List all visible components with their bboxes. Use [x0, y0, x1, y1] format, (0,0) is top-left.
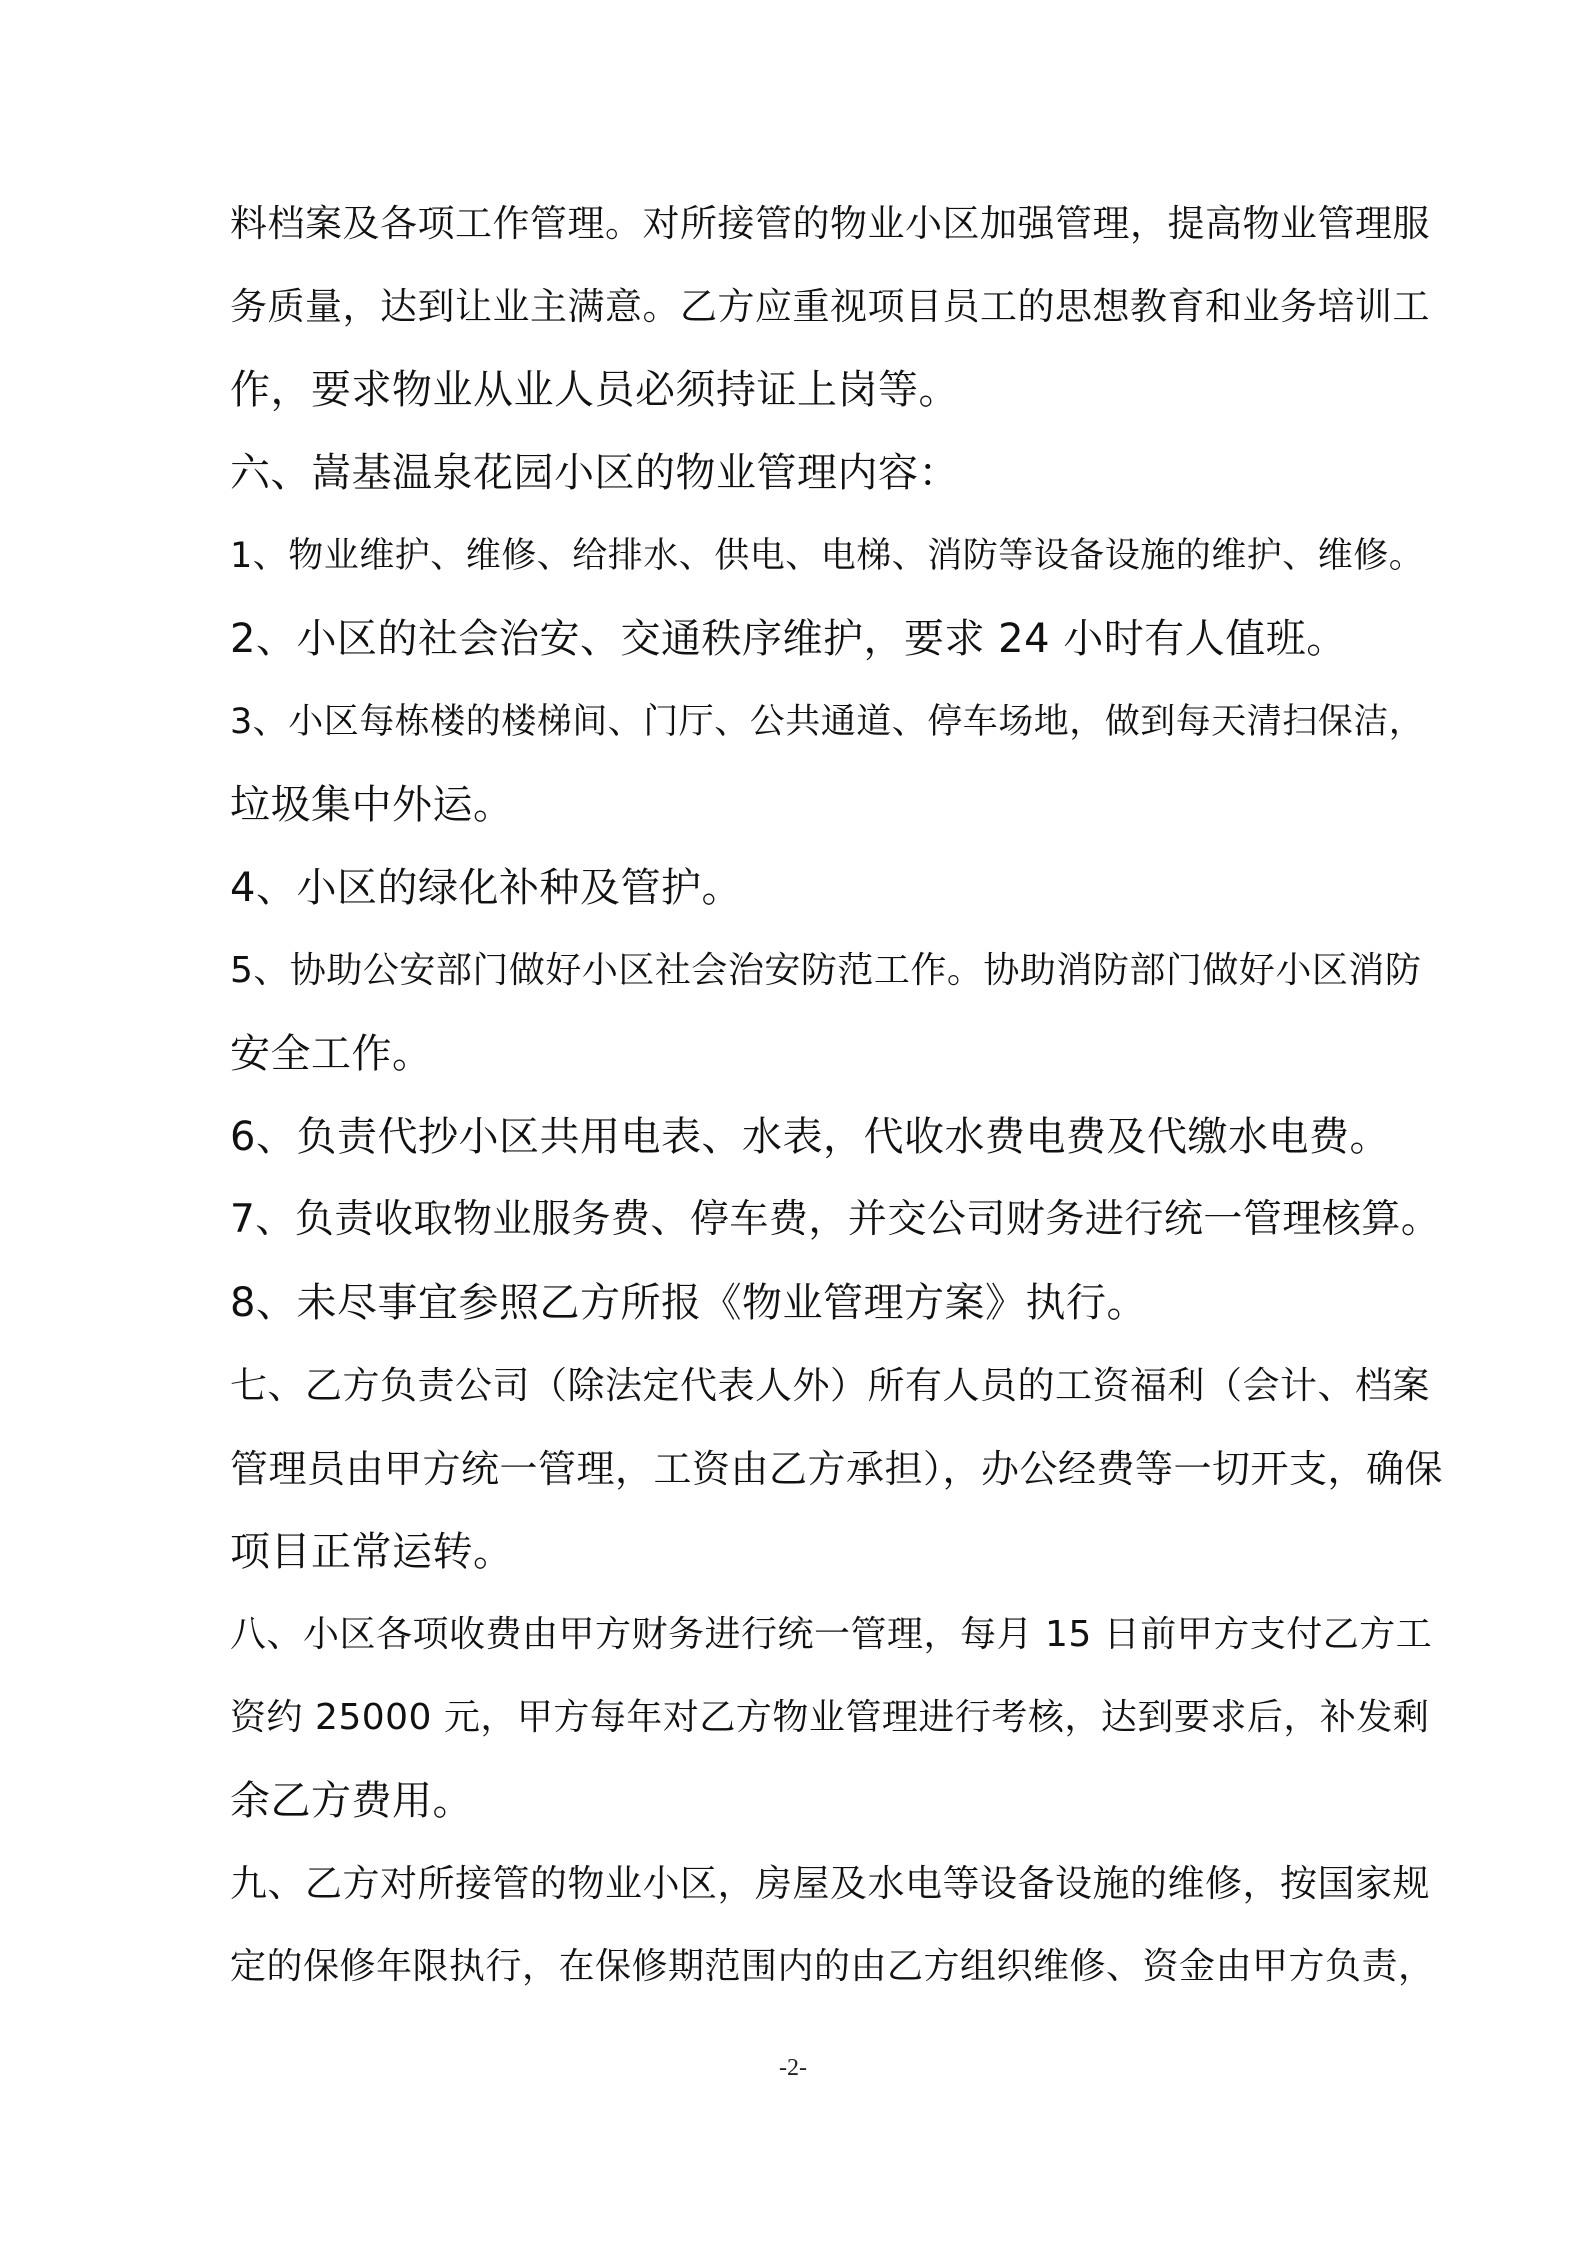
list-item: 6、负责代抄小区共用电表、水表，代收水费电费及代缴水电费。: [230, 1114, 1390, 1160]
section-heading: 七、乙方负责公司（除法定代表人外）所有人员的工资福利（会计、档案: [230, 1364, 1430, 1407]
text-line: 安全工作。: [230, 1031, 433, 1077]
section-heading: 六、嵩基温泉花园小区的物业管理内容：: [230, 450, 959, 496]
list-item: 8、未尽事宜参照乙方所报《物业管理方案》执行。: [230, 1280, 1147, 1326]
text-line: 余乙方费用。: [230, 1778, 473, 1824]
text-line: 料档案及各项工作管理。对所接管的物业小区加强管理，提高物业管理服: [230, 202, 1430, 245]
list-item: 2、小区的社会治安、交通秩序维护，要求 24 小时有人值班。: [230, 616, 1347, 662]
section-heading: 九、乙方对所接管的物业小区，房屋及水电等设备设施的维修，按国家规: [230, 1862, 1430, 1905]
list-item: 7、负责收取物业服务费、停车费，并交公司财务进行统一管理核算。: [230, 1197, 1441, 1242]
list-item: 3、小区每栋楼的楼梯间、门厅、公共通道、停车场地，做到每天清扫保洁，: [230, 702, 1425, 742]
text-line: 资约 25000 元，甲方每年对乙方物业管理进行考核，达到要求后，补发剩: [230, 1697, 1430, 1738]
text-line: 务质量，达到让业主满意。乙方应重视项目员工的思想教育和业务培训工: [230, 285, 1430, 328]
list-item: 5、协助公安部门做好小区社会治安防范工作。协助消防部门做好小区消防: [230, 950, 1422, 991]
list-item: 4、小区的绿化补种及管护。: [230, 865, 742, 911]
text-line: 定的保修年限执行，在保修期范围内的由乙方组织维修、资金由甲方负责，: [230, 1946, 1435, 1987]
text-line: 管理员由甲方统一管理，工资由乙方承担），办公经费等一切开支，确保: [230, 1447, 1444, 1491]
list-item: 1、物业维护、维修、给排水、供电、电梯、消防等设备设施的维护、维修。: [230, 536, 1425, 576]
text-line: 项目正常运转。: [230, 1529, 514, 1575]
text-line: 作，要求物业从业人员必须持证上岗等。: [230, 367, 959, 413]
page-number: -2-: [779, 2055, 807, 2081]
text-line: 垃圾集中外运。: [230, 782, 514, 828]
section-heading: 八、小区各项收费由甲方财务进行统一管理，每月 15 日前甲方支付乙方工: [230, 1614, 1433, 1655]
